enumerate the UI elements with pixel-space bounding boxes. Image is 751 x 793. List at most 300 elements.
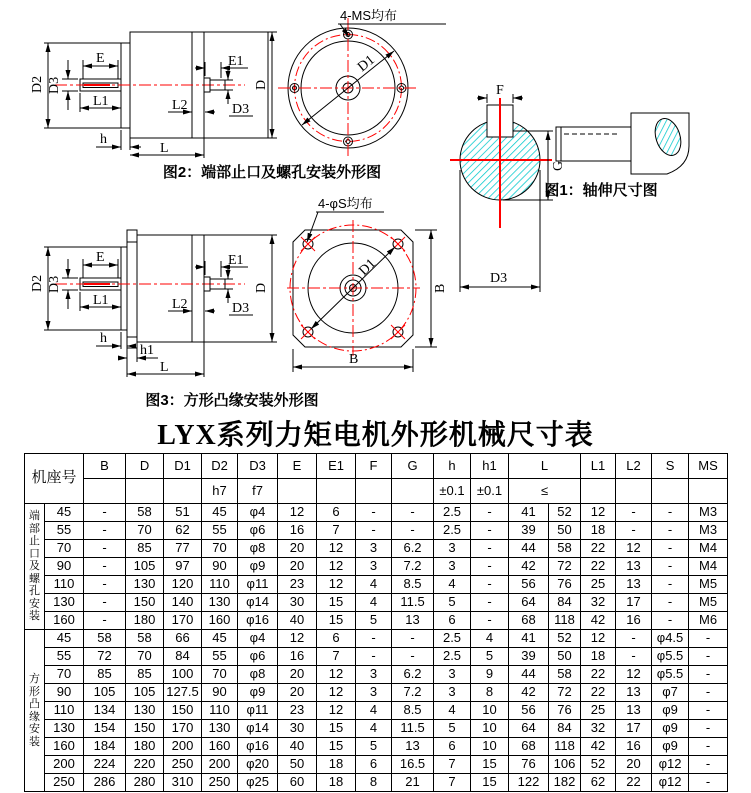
frame-size-cell: 70: [45, 666, 84, 684]
dim-cell: 18: [317, 774, 356, 792]
dim-cell: 13: [616, 576, 652, 594]
dim-cell: 5: [356, 612, 392, 630]
dim-cell: 130: [126, 702, 164, 720]
frame-size-cell: 90: [45, 684, 84, 702]
dim-cell: 134: [84, 702, 126, 720]
dim-cell: 90: [202, 558, 238, 576]
dim-cell: -: [356, 648, 392, 666]
frame-size-cell: 130: [45, 594, 84, 612]
dim-cell: 12: [317, 576, 356, 594]
dim-cell: 16: [278, 648, 317, 666]
subheader-d2: h7: [202, 479, 238, 504]
dim-cell: -: [392, 630, 434, 648]
dim-cell: 150: [164, 702, 202, 720]
dim-cell: 22: [581, 666, 616, 684]
dim-label-l1: L1: [93, 94, 109, 109]
dim-cell: -: [471, 522, 509, 540]
dim-cell: -: [616, 648, 652, 666]
dim-cell: 10: [471, 720, 509, 738]
dim-cell: 2.5: [434, 522, 471, 540]
dim-cell: 16: [278, 522, 317, 540]
dim-cell: 10: [471, 738, 509, 756]
dim-label-e1: E1: [228, 54, 244, 69]
dim-cell: M3: [689, 522, 728, 540]
dim-cell: 20: [278, 684, 317, 702]
dim-cell: 66: [164, 630, 202, 648]
dim-cell: 85: [126, 666, 164, 684]
dim-cell: 6: [356, 756, 392, 774]
dim-cell: -: [689, 720, 728, 738]
dim-cell: 4: [356, 720, 392, 738]
table-body: [25, 504, 728, 792]
dim-cell: 22: [581, 558, 616, 576]
dim-cell: 127.5: [164, 684, 202, 702]
dim-cell: 17: [616, 594, 652, 612]
dim-cell: 3: [434, 540, 471, 558]
figure-1-side-view: [556, 113, 689, 174]
dim-cell: 70: [126, 522, 164, 540]
dim-cell: φ8: [238, 666, 278, 684]
figure-1-caption: 图1：轴伸尺寸图: [544, 182, 658, 199]
dim-cell: 8: [356, 774, 392, 792]
dimension-table: [24, 453, 728, 792]
dim-cell: 200: [202, 756, 238, 774]
dim-cell: 6.2: [392, 540, 434, 558]
dim-label-l2-fig3: L2: [172, 297, 188, 312]
dim-cell: 55: [202, 648, 238, 666]
dim-cell: -: [392, 504, 434, 522]
dim-cell: φ9: [238, 558, 278, 576]
dim-cell: 13: [392, 738, 434, 756]
dim-cell: φ9: [652, 702, 689, 720]
dim-cell: -: [652, 576, 689, 594]
dim-cell: 44: [509, 666, 549, 684]
dim-cell: φ6: [238, 648, 278, 666]
dim-cell: -: [356, 630, 392, 648]
dim-cell: 200: [164, 738, 202, 756]
dim-cell: -: [84, 594, 126, 612]
dim-cell: 130: [202, 720, 238, 738]
figure-2-side-view: [44, 32, 277, 158]
dim-cell: φ14: [238, 720, 278, 738]
dim-cell: 64: [509, 720, 549, 738]
dim-cell: 8.5: [392, 702, 434, 720]
dim-cell: 25: [581, 702, 616, 720]
dim-label-h: h: [100, 132, 107, 147]
col-header-b: B: [84, 454, 126, 479]
subheader-h: ±0.1: [434, 479, 471, 504]
dim-cell: -: [652, 504, 689, 522]
dim-cell: 224: [84, 756, 126, 774]
page-title: LYX系列力矩电机外形机械尺寸表: [157, 420, 594, 451]
frame-size-cell: 45: [45, 504, 84, 522]
frame-size-cell: 250: [45, 774, 84, 792]
dim-cell: 4: [356, 576, 392, 594]
dim-cell: 3: [434, 666, 471, 684]
dim-cell: 105: [126, 684, 164, 702]
dim-cell: -: [84, 504, 126, 522]
dim-cell: φ7: [652, 684, 689, 702]
dim-cell: 85: [126, 540, 164, 558]
dim-cell: 97: [164, 558, 202, 576]
dim-cell: φ9: [652, 738, 689, 756]
dim-cell: M5: [689, 576, 728, 594]
dim-cell: 6.2: [392, 666, 434, 684]
dim-label-l2: L2: [172, 98, 188, 113]
table-row: [25, 612, 728, 630]
dim-cell: 286: [84, 774, 126, 792]
dim-cell: M5: [689, 594, 728, 612]
dim-cell: 15: [471, 756, 509, 774]
dim-cell: 18: [581, 522, 616, 540]
col-header-d3: D3: [238, 454, 278, 479]
dim-cell: 42: [509, 684, 549, 702]
dim-cell: -: [689, 774, 728, 792]
dim-label-h-fig3: h: [100, 331, 107, 346]
dim-cell: 160: [202, 738, 238, 756]
dim-label-b-bottom: B: [349, 352, 359, 367]
dim-cell: 72: [549, 684, 581, 702]
table-row: [25, 702, 728, 720]
dim-cell: 62: [581, 774, 616, 792]
col-header-l1: L1: [581, 454, 616, 479]
dim-cell: 51: [164, 504, 202, 522]
dim-cell: 68: [509, 612, 549, 630]
dim-cell: 12: [317, 540, 356, 558]
dim-cell: -: [471, 540, 509, 558]
dim-label-l-fig3: L: [160, 360, 169, 375]
dim-cell: 5: [434, 594, 471, 612]
dim-cell: 184: [84, 738, 126, 756]
figure-3-front-view: [287, 212, 437, 372]
dim-cell: M4: [689, 540, 728, 558]
dim-cell: 11.5: [392, 594, 434, 612]
dim-cell: 41: [509, 630, 549, 648]
col-header-d2: D2: [202, 454, 238, 479]
dim-cell: -: [652, 594, 689, 612]
dim-cell: 15: [471, 774, 509, 792]
dim-cell: 130: [202, 594, 238, 612]
dim-cell: -: [471, 576, 509, 594]
subheader-l: ≤: [509, 479, 581, 504]
group-label: 方 形 凸 缘 安 装: [25, 630, 45, 792]
dim-cell: 8: [471, 684, 509, 702]
dim-cell: -: [616, 522, 652, 540]
dim-cell: 7: [434, 756, 471, 774]
dim-cell: 84: [549, 594, 581, 612]
dim-cell: -: [652, 612, 689, 630]
figure-3-dim-labels: [30, 250, 269, 375]
dim-cell: 12: [581, 630, 616, 648]
dim-cell: 84: [164, 648, 202, 666]
dim-cell: 12: [616, 666, 652, 684]
col-header-ms: MS: [689, 454, 728, 479]
dim-cell: 12: [278, 630, 317, 648]
dim-cell: 76: [509, 756, 549, 774]
dim-cell: 77: [164, 540, 202, 558]
dim-cell: φ12: [652, 774, 689, 792]
dim-cell: 56: [509, 702, 549, 720]
dim-cell: 41: [509, 504, 549, 522]
dim-cell: 182: [549, 774, 581, 792]
dim-label-g: G: [551, 160, 566, 171]
dim-cell: 22: [616, 774, 652, 792]
dim-cell: 58: [549, 540, 581, 558]
dim-cell: 20: [278, 540, 317, 558]
dim-cell: 58: [126, 504, 164, 522]
dim-cell: 76: [549, 702, 581, 720]
frame-size-cell: 200: [45, 756, 84, 774]
dim-cell: M6: [689, 612, 728, 630]
dim-cell: -: [471, 612, 509, 630]
col-header-h: h: [434, 454, 471, 479]
col-header-l: L: [509, 454, 581, 479]
dim-cell: 45: [202, 630, 238, 648]
frame-size-cell: 160: [45, 612, 84, 630]
dim-cell: -: [652, 558, 689, 576]
dim-label-b-right: B: [433, 283, 448, 293]
subheader-g: [392, 479, 434, 504]
dim-cell: φ4: [238, 630, 278, 648]
dim-cell: 118: [549, 612, 581, 630]
dim-cell: 4: [434, 702, 471, 720]
dim-cell: 280: [126, 774, 164, 792]
dim-cell: 106: [549, 756, 581, 774]
dim-cell: 100: [164, 666, 202, 684]
dim-cell: -: [471, 558, 509, 576]
frame-size-cell: 90: [45, 558, 84, 576]
table-row: [25, 558, 728, 576]
dim-label-d: D: [254, 79, 269, 90]
dim-cell: 250: [202, 774, 238, 792]
dim-cell: 120: [164, 576, 202, 594]
dim-cell: 55: [202, 522, 238, 540]
dim-cell: 4: [356, 702, 392, 720]
figure-2-caption: 图2：端部止口及螺孔安装外形图: [162, 164, 382, 181]
frame-size-cell: 130: [45, 720, 84, 738]
dim-cell: 16.5: [392, 756, 434, 774]
dim-cell: 220: [126, 756, 164, 774]
dim-cell: -: [616, 630, 652, 648]
dim-cell: 5: [434, 720, 471, 738]
dim-label-d1-fig2: D1: [355, 52, 378, 76]
col-header-e1: E1: [317, 454, 356, 479]
col-header-frame: 机座号: [25, 454, 84, 504]
dim-cell: 40: [278, 612, 317, 630]
dim-cell: 25: [581, 576, 616, 594]
col-header-d1: D1: [164, 454, 202, 479]
dim-label-d2-fig3: D2: [30, 274, 45, 292]
dim-cell: φ4.5: [652, 630, 689, 648]
dim-cell: 6: [317, 630, 356, 648]
dim-label-e1-fig3: E1: [228, 253, 244, 268]
table-row: [25, 720, 728, 738]
dim-cell: 4: [356, 594, 392, 612]
dim-cell: -: [689, 684, 728, 702]
dim-cell: 170: [164, 612, 202, 630]
dim-cell: 110: [202, 702, 238, 720]
dim-cell: 7.2: [392, 684, 434, 702]
dim-cell: -: [392, 522, 434, 540]
dim-cell: -: [652, 540, 689, 558]
subheader-l1: [581, 479, 616, 504]
dim-cell: 12: [317, 558, 356, 576]
dim-cell: 105: [84, 684, 126, 702]
table-row: [25, 504, 728, 522]
subheader-e1: [317, 479, 356, 504]
table-row: [25, 684, 728, 702]
dim-cell: -: [689, 756, 728, 774]
dim-cell: 180: [126, 738, 164, 756]
dim-cell: -: [84, 558, 126, 576]
subheader-b: [84, 479, 126, 504]
dim-cell: 42: [581, 612, 616, 630]
dim-cell: 72: [84, 648, 126, 666]
col-header-l2: L2: [616, 454, 652, 479]
dim-cell: 105: [126, 558, 164, 576]
dim-cell: φ9: [652, 720, 689, 738]
dim-cell: -: [356, 522, 392, 540]
subheader-f: [356, 479, 392, 504]
dim-label-d3-left: D3: [47, 76, 62, 94]
dim-cell: 7.2: [392, 558, 434, 576]
dim-cell: 6: [317, 504, 356, 522]
dim-cell: 12: [616, 540, 652, 558]
subheader-e: [278, 479, 317, 504]
dim-cell: 20: [616, 756, 652, 774]
dim-cell: 50: [549, 522, 581, 540]
dim-cell: 150: [126, 720, 164, 738]
dim-cell: 40: [278, 738, 317, 756]
dim-cell: 52: [549, 630, 581, 648]
dim-cell: 68: [509, 738, 549, 756]
table-row: [25, 630, 728, 648]
dim-cell: 7: [317, 648, 356, 666]
dim-cell: 7: [434, 774, 471, 792]
dim-cell: φ16: [238, 612, 278, 630]
dim-cell: -: [84, 576, 126, 594]
dim-cell: φ20: [238, 756, 278, 774]
dim-cell: 12: [278, 504, 317, 522]
figure-2-front-view: [278, 18, 446, 158]
subheader-l2: [616, 479, 652, 504]
dim-cell: 30: [278, 594, 317, 612]
leader-label-4-ms: 4-MS均布: [340, 8, 398, 23]
dim-cell: 130: [126, 576, 164, 594]
dim-cell: 23: [278, 576, 317, 594]
dim-cell: -: [471, 594, 509, 612]
dim-cell: 15: [317, 612, 356, 630]
dim-cell: 5: [471, 648, 509, 666]
dim-cell: 5: [356, 738, 392, 756]
table-row: [25, 666, 728, 684]
dim-label-d3-right-fig3: D3: [232, 301, 250, 316]
dim-cell: 250: [164, 756, 202, 774]
dim-label-d2: D2: [30, 75, 45, 93]
dim-cell: 45: [202, 504, 238, 522]
header-row-1: [25, 454, 728, 479]
dim-cell: 58: [84, 630, 126, 648]
frame-size-cell: 110: [45, 576, 84, 594]
dim-cell: -: [471, 504, 509, 522]
header-row-2: [25, 479, 728, 504]
dim-cell: 13: [616, 702, 652, 720]
table-row: [25, 648, 728, 666]
dim-cell: 84: [549, 720, 581, 738]
dim-cell: 64: [509, 594, 549, 612]
dim-cell: 23: [278, 702, 317, 720]
dim-cell: 15: [317, 738, 356, 756]
frame-size-cell: 110: [45, 702, 84, 720]
frame-size-cell: 45: [45, 630, 84, 648]
frame-size-cell: 70: [45, 540, 84, 558]
dim-cell: 11.5: [392, 720, 434, 738]
col-header-d: D: [126, 454, 164, 479]
dim-cell: 22: [581, 684, 616, 702]
dim-label-d3-left-fig3: D3: [47, 275, 62, 293]
col-header-s: S: [652, 454, 689, 479]
dim-cell: 154: [84, 720, 126, 738]
dim-cell: 13: [616, 558, 652, 576]
dim-cell: 16: [616, 612, 652, 630]
figure-2-dim-labels: [30, 51, 269, 156]
dim-cell: 15: [317, 594, 356, 612]
dim-cell: 16: [616, 738, 652, 756]
subheader-d1: [164, 479, 202, 504]
dim-cell: 2.5: [434, 504, 471, 522]
dim-cell: 58: [549, 666, 581, 684]
dim-label-d-fig3: D: [254, 282, 269, 293]
dim-cell: -: [616, 504, 652, 522]
table-row: [25, 522, 728, 540]
dim-cell: -: [84, 540, 126, 558]
dim-cell: 3: [356, 558, 392, 576]
dim-cell: 56: [509, 576, 549, 594]
dim-cell: 8.5: [392, 576, 434, 594]
dim-cell: 32: [581, 720, 616, 738]
dim-cell: 118: [549, 738, 581, 756]
dim-cell: -: [689, 648, 728, 666]
dim-label-d3-right: D3: [232, 102, 250, 117]
col-header-e: E: [278, 454, 317, 479]
dim-cell: 22: [581, 540, 616, 558]
subheader-d3: f7: [238, 479, 278, 504]
dim-cell: -: [84, 612, 126, 630]
dim-label-h1-fig3: h1: [140, 343, 154, 358]
dim-label-f: F: [496, 83, 504, 98]
dim-cell: 18: [581, 648, 616, 666]
dim-cell: 12: [317, 702, 356, 720]
table-row: [25, 738, 728, 756]
frame-size-cell: 55: [45, 522, 84, 540]
dim-cell: -: [84, 522, 126, 540]
dim-label-d1-fig3: D1: [356, 256, 380, 279]
dim-cell: 140: [164, 594, 202, 612]
dim-cell: 39: [509, 522, 549, 540]
dim-cell: M3: [689, 504, 728, 522]
dim-cell: 7: [317, 522, 356, 540]
dim-cell: 32: [581, 594, 616, 612]
dim-cell: 70: [202, 540, 238, 558]
dim-cell: 12: [317, 666, 356, 684]
dim-cell: 150: [126, 594, 164, 612]
leader-label-4-phis: 4-φS均布: [318, 196, 373, 211]
dim-cell: -: [689, 738, 728, 756]
dim-cell: 12: [581, 504, 616, 522]
dim-cell: 62: [164, 522, 202, 540]
figure-3-caption: 图3：方形凸缘安装外形图: [145, 392, 319, 409]
dim-cell: φ11: [238, 576, 278, 594]
